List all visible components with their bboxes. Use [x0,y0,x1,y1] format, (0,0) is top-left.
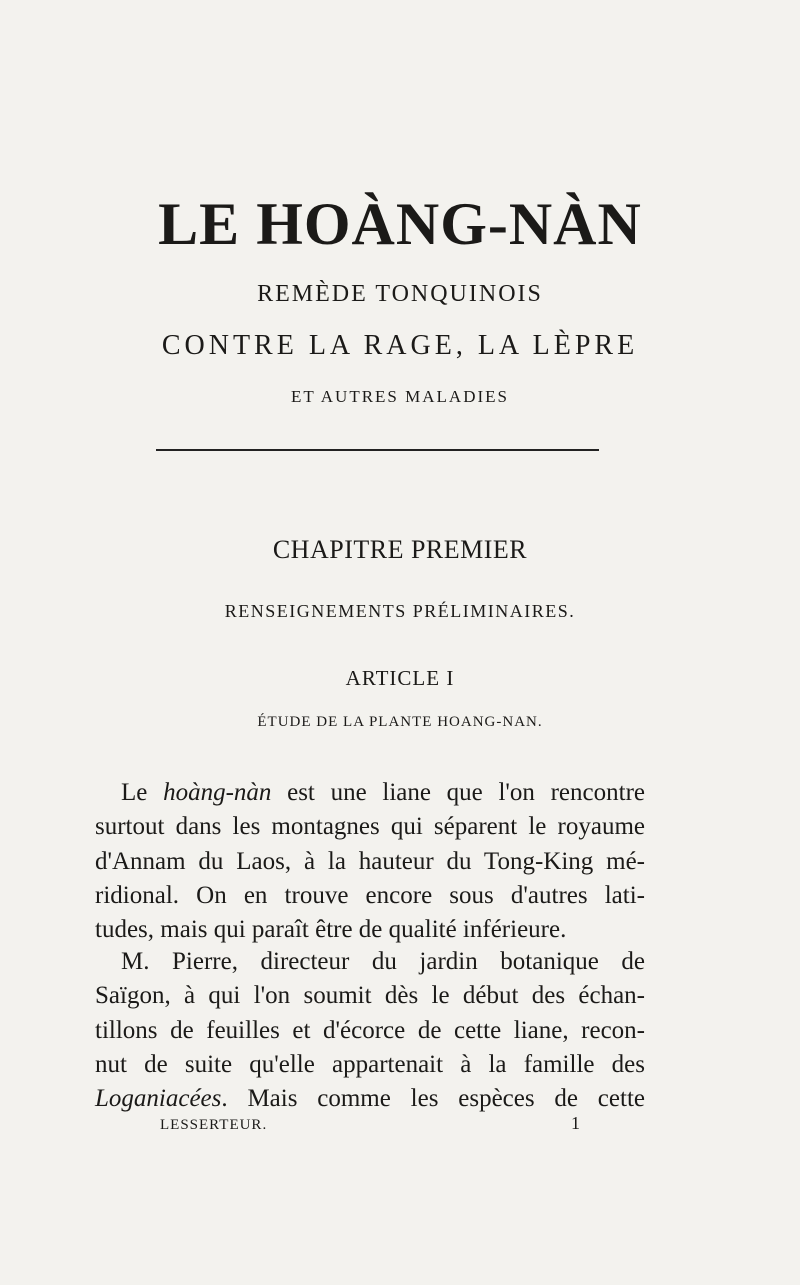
paragraph-line: Saïgon, à qui l'on soumit dès le début des échan- [95,982,645,1010]
paragraph-line: tillons de feuilles et d'écorce de cette liane, recon- [95,1016,645,1044]
footer-page-number: 1 [571,1113,580,1133]
chapter-subheading: RENSEIGNEMENTS PRÉLIMINAIRES. [224,601,576,621]
paragraph-line: M. Pierre, directeur du jardin botanique de [121,948,645,975]
paragraph-line: nut de suite qu'elle appartenait à la famille des [95,1050,645,1078]
paragraph-line: ridional. On en trouve encore sous d'autres lati- [95,881,645,909]
chapter-heading: CHAPITRE PREMIER [272,535,528,564]
paragraph-line: tudes, mais qui paraît être de qualité inférieure. [95,916,567,944]
paragraph-line: Loganiacées. Mais comme les espèces de cette [95,1085,645,1113]
article-subheading: ÉTUDE DE LA PLANTE HOANG-NAN. [257,714,543,730]
paragraph-line: Le hoàng-nàn est une liane que l'on rencontre [121,779,645,806]
main-title: LE HOÀNG-NÀN [158,191,642,257]
family-name: Loganiacées [95,1085,222,1113]
subtitle-remede: REMÈDE TONQUINOIS [257,281,543,307]
paragraph-line: d'Annam du Laos, à la hauteur du Tong-King mé- [95,847,645,875]
title-rule [156,449,599,451]
article-heading: ARTICLE I [345,666,455,690]
paragraph-1 [95,776,645,947]
paragraph-line: surtout dans les montagnes qui séparent le royaume [95,813,645,841]
subtitle-contre: CONTRE LA RAGE, LA LÈPRE [161,330,639,361]
subtitle-autres: ET AUTRES MALADIES [291,387,509,406]
plant-name: hoàng-nàn [163,779,272,806]
paragraph-2 [95,945,645,1116]
footer-signature: LESSERTEUR. [160,1117,268,1133]
